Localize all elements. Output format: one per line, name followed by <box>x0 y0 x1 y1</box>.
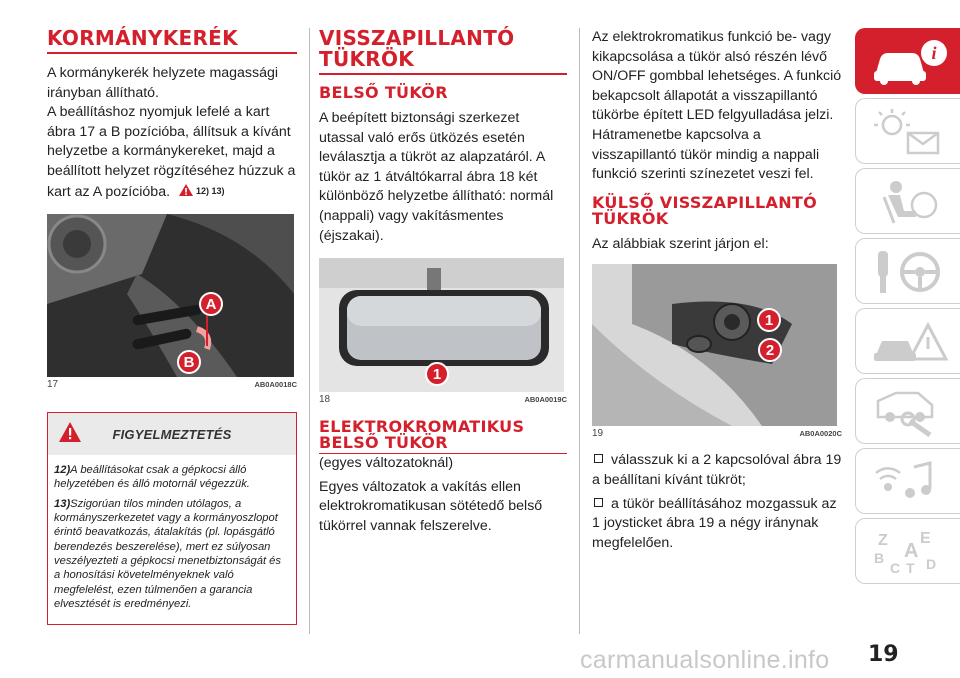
figure-code: AB0A0019C <box>524 395 567 405</box>
figure-17-caption <box>47 379 297 390</box>
figure-18-rearview-mirror <box>319 258 564 392</box>
mirror-switch-illustration <box>592 264 837 426</box>
warning-box <box>47 412 297 625</box>
electrochromic-function-paragraph: Az elektrokromatikus funkció be- vagy kikapcsolása a tükör alsó részén lévő ON/OFF gombbal lehetséges. A funkció bekapcsolt állapotát a visszapillantó tükörbe épített LED felgyulladása jelzi. Hátramenetbe kapcsolva a visszapillantó tükör mindig a nappali funkció szerinti színezetet veszi fel. <box>592 29 842 183</box>
figure-19-mirror-switch <box>592 264 837 426</box>
steering-paragraph: A kormánykerék helyzete magassági irányban állítható. <box>47 65 279 101</box>
car-info-icon <box>870 37 950 87</box>
chapter-sidebar <box>855 28 960 588</box>
index-icon <box>870 527 950 577</box>
tab-warning-lights[interactable] <box>855 98 960 164</box>
index-letter: E <box>920 530 931 547</box>
tab-safety[interactable] <box>855 168 960 234</box>
svg-text:i: i <box>931 43 937 63</box>
figure-19-caption <box>592 428 842 439</box>
steering-instructions: A beállításhoz nyomjuk lefelé a kart ábra 17 a B pozícióba, állítsuk a kívánt helyzetbe a kormánykereket, majd a beállított helyzet rögzítéséhez húzzuk a kart az A pozícióba. <box>47 104 296 200</box>
warning-triangle-icon <box>178 183 194 197</box>
figure-code: AB0A0020C <box>799 429 842 439</box>
warning-item <box>54 463 290 492</box>
warning-item <box>54 497 290 611</box>
subtitle-outer-mirrors: KÜLSŐ VISSZAPILLANTÓ TÜKRÖK <box>592 192 818 228</box>
figure-17-steering-lever <box>47 214 294 377</box>
tab-maintenance[interactable] <box>855 378 960 444</box>
index-letter: D <box>926 556 937 572</box>
emergency-icon <box>870 317 950 367</box>
figure-number: 18 <box>319 394 331 406</box>
section-title-steering: KORMÁNYKERÉK <box>47 28 297 54</box>
figure-code: AB0A0018C <box>254 380 297 390</box>
callout-b: B <box>177 350 201 374</box>
bullet-text: válasszuk ki a 2 kapcsolóval ábra 19 a beállítani kívánt tükröt; <box>592 452 842 488</box>
seat-safety-icon <box>870 177 950 227</box>
figure-number: 17 <box>47 379 59 391</box>
index-letter: T <box>906 560 915 576</box>
multimedia-icon <box>870 457 950 507</box>
inner-mirror-paragraph: A beépített biztonsági szerkezet utassal való erős ütközés esetén leválasztja a tükröt az alapzatáról. A tükör az 1 átváltókarral ábra 18 két különböző helyzetbe állítható: normál (nappali) vagy vakításmentes (éjszakai). <box>319 110 554 244</box>
callout-a: A <box>199 292 223 316</box>
subtitle-inner-mirror: BELSŐ TÜKÖR <box>319 83 448 102</box>
warning-refs: 12) 13) <box>195 185 225 196</box>
column-outer-mirrors <box>592 28 842 553</box>
tab-multimedia[interactable] <box>855 448 960 514</box>
figure-18-caption <box>319 394 567 405</box>
bullet-list <box>592 451 842 553</box>
steering-column-illustration <box>47 214 294 377</box>
index-letter: C <box>890 560 901 576</box>
warning-num: 12) <box>54 464 71 477</box>
column-steering <box>47 28 297 625</box>
tab-starting-driving[interactable] <box>855 238 960 304</box>
warning-header <box>48 413 296 455</box>
tab-car-info[interactable] <box>855 28 960 94</box>
warning-text: A beállításokat csak a gépkocsi álló helyzetében és álló motornál végezzük. <box>54 464 250 491</box>
figure-number: 19 <box>592 428 604 440</box>
bullet-text: a tükör beállításához mozgassuk az 1 joysticket ábra 19 a négy iránynak megfelelően. <box>592 495 837 551</box>
section-title-mirrors: VISSZAPILLANTÓ TÜKRÖK <box>319 28 567 75</box>
column-divider <box>579 28 580 634</box>
bullet-item <box>592 451 842 490</box>
subtitle-electrochromic: ELEKTROKROMATIKUS BELSŐ TÜKÖR <box>319 419 567 454</box>
page-number: 19 <box>868 642 899 667</box>
warning-lights-icon <box>870 107 950 157</box>
warning-title: FIGYELMEZTETÉS <box>112 426 232 442</box>
outer-mirrors-intro: Az alábbiak szerint járjon el: <box>592 235 769 252</box>
tab-index[interactable] <box>855 518 960 584</box>
key-steering-icon <box>870 247 950 297</box>
steering-paragraph-2 <box>47 103 297 202</box>
warning-triangle-icon <box>58 421 82 443</box>
column-divider <box>309 28 310 634</box>
bullet-item <box>592 495 842 554</box>
checkbox-bullet-icon <box>594 498 603 507</box>
column-mirrors <box>319 28 567 537</box>
callout-1: 1 <box>757 308 781 332</box>
index-letter: A <box>904 540 919 562</box>
electrochromic-note: (egyes változatoknál) <box>319 455 454 472</box>
wrench-maintenance-icon <box>870 387 950 437</box>
warning-text: Szigorúan tilos minden utólagos, a kormányszerkezetet vagy a kormányoszlopot érintő beavatkozás, átalakítás (pl. lopásgátló berendezés beszerelése), mert ez súlyosan veszélyezteti a gépkocsi menetbiztonságát és a honosítási követelményeknek való megfelelést, ezen túlmenően a garancia elvesztését is eredményezi. <box>54 497 281 610</box>
index-letter: B <box>874 550 885 566</box>
watermark: carmanualsonline.info <box>580 646 830 674</box>
warning-body <box>48 455 296 624</box>
callout-2: 2 <box>758 338 782 362</box>
tab-emergency[interactable] <box>855 308 960 374</box>
callout-1: 1 <box>425 362 449 386</box>
index-letter: Z <box>878 532 888 549</box>
checkbox-bullet-icon <box>594 454 603 463</box>
electrochromic-paragraph: Egyes változatok a vakítás ellen elektrokromatikusan sötétedő belső tükörrel vannak felszerelve. <box>319 478 543 534</box>
warning-num: 13) <box>54 497 71 510</box>
